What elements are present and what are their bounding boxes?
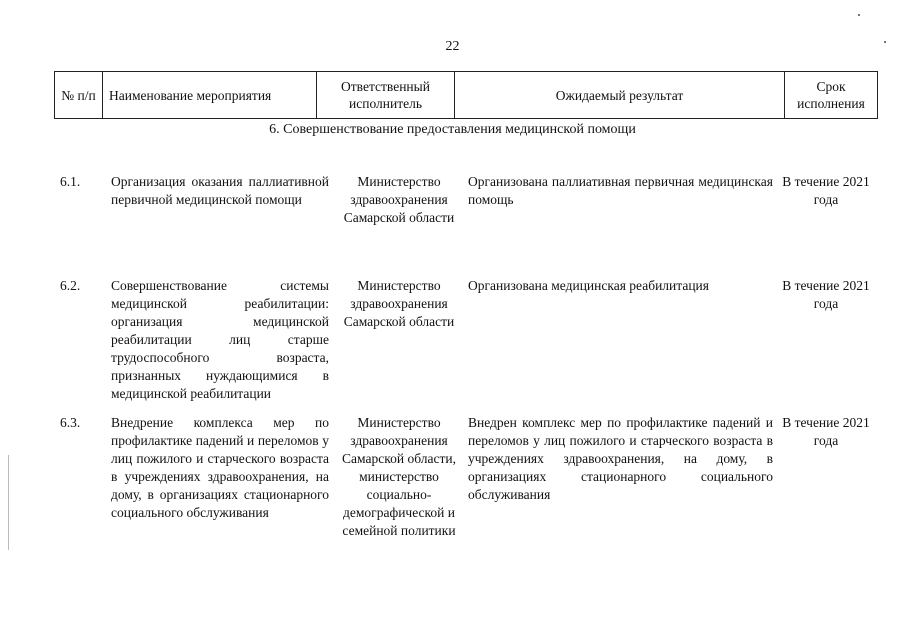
header-executor: Ответственный исполнитель [317,72,455,119]
header-term: Срок исполнения [785,72,878,119]
activity-name: Внедрение комплекса мер по профилактике падений и переломов у лиц пожилого и старческого возраста в учреждениях здравоохранения, на дому, в организациях стационарного социального обслуживания [111,415,329,520]
activity-name: Организация оказания паллиативной первичной медицинской помощи [111,174,329,207]
scan-speck [884,41,886,43]
scan-speck [858,14,860,16]
page-number: 22 [445,39,460,54]
header-result: Ожидаемый результат [455,72,785,119]
row-number: 6.1. [60,174,81,189]
deadline: В течение 2021 года [782,415,870,448]
responsible-executor: Министерство здравоохранения Самарской области, министерство социально-демографической и семейной политики [342,415,456,538]
expected-result: Организована медицинская реабилитация [468,278,709,293]
activity-name: Совершенствование системы медицинской реабилитации: организация медицинской реабилитации лиц старше трудоспособного возраста, признанных нуждающимися в медицинской реабилитации [111,278,329,401]
deadline: В течение 2021 года [782,174,870,207]
header-num: № п/п [55,72,103,119]
responsible-executor: Министерство здравоохранения Самарской области [343,174,455,225]
table-header [54,71,878,119]
row-number: 6.3. [60,415,81,430]
header-name: Наименование мероприятия [103,72,317,119]
deadline: В течение 2021 года [782,278,870,311]
expected-result: Организована паллиативная первичная медицинская помощь [468,174,773,207]
responsible-executor: Министерство здравоохранения Самарской области [343,278,455,329]
section-title: 6. Совершенствование предоставления медицинской помощи [269,122,636,137]
row-number: 6.2. [60,278,81,293]
expected-result: Внедрен комплекс мер по профилактике падений и переломов у лиц пожилого и старческого возраста в учреждениях здравоохранения, на дому, в организациях стационарного социального обслуживания [468,415,773,502]
scan-margin-mark [8,455,9,550]
